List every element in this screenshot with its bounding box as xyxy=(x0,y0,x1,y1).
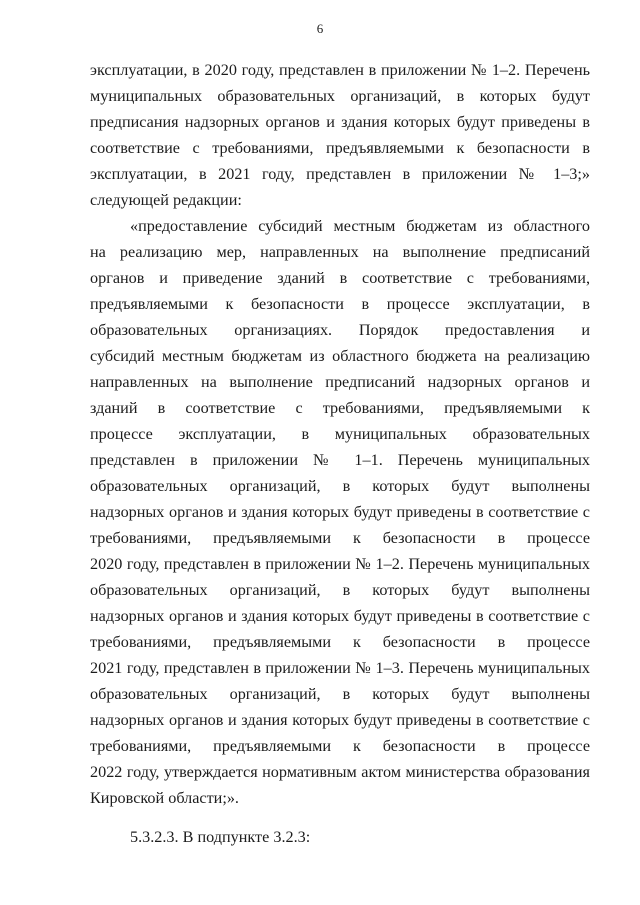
text-line: Кировской области;». xyxy=(90,789,239,807)
text-line: образовательных организациях. Порядок предоставления и xyxy=(90,321,590,339)
text-line: «предоставление субсидий местным бюджетам из областного xyxy=(130,217,590,235)
text-line: органов и приведение зданий в соответствие с требованиями, xyxy=(90,269,590,287)
text-line: образовательных организаций, в которых будут выполнены xyxy=(90,581,590,599)
text-line: эксплуатации, в 2021 году, представлен в приложении № 1–3;» xyxy=(90,165,590,183)
text-line: 2021 году, представлен в приложении № 1–3. Перечень муниципальных xyxy=(90,659,590,677)
text-line: муниципальных образовательных организаций, в которых будут xyxy=(90,87,590,105)
text-line: надзорных органов и здания которых будут приведены в соответствие с xyxy=(90,607,590,625)
text-line: 2022 году, утверждается нормативным актом министерства образования xyxy=(90,763,590,781)
text-line: направленных на выполнение предписаний надзорных органов и xyxy=(90,373,590,391)
text-line: соответствие с требованиями, предъявляемыми к безопасности в xyxy=(90,139,590,157)
text-line: требованиями, предъявляемыми к безопасности в процессе xyxy=(90,737,590,755)
text-line: предписания надзорных органов и здания которых будут приведены в xyxy=(90,113,590,131)
text-line: представлен в приложении № 1–1. Перечень муниципальных xyxy=(90,451,590,469)
text-line: требованиями, предъявляемыми к безопасности в процессе xyxy=(90,633,590,651)
text-line: 2020 году, представлен в приложении № 1–2. Перечень муниципальных xyxy=(90,555,590,573)
text-line: образовательных организаций, в которых будут выполнены xyxy=(90,477,590,495)
text-line: 5.3.2.3. В подпункте 3.2.3: xyxy=(130,828,311,846)
text-line: субсидий местным бюджетам из областного бюджета на реализацию xyxy=(90,347,590,365)
text-line: предъявляемыми к безопасности в процессе эксплуатации, в xyxy=(90,295,590,313)
text-line: надзорных органов и здания которых будут приведены в соответствие с xyxy=(90,711,590,729)
text-line: требованиями, предъявляемыми к безопасности в процессе xyxy=(90,529,590,547)
text-line: на реализацию мер, направленных на выполнение предписаний xyxy=(90,243,590,261)
text-line: следующей редакции: xyxy=(90,191,242,209)
text-line: надзорных органов и здания которых будут приведены в соответствие с xyxy=(90,503,590,521)
text-line: образовательных организаций, в которых будут выполнены xyxy=(90,685,590,703)
page-number: 6 xyxy=(316,21,324,36)
text-line: зданий в соответствие с требованиями, предъявляемыми к xyxy=(90,399,590,417)
text-line: эксплуатации, в 2020 году, представлен в приложении № 1–2. Перечень xyxy=(90,61,590,79)
text-line: процессе эксплуатации, в муниципальных образовательных xyxy=(90,425,590,443)
